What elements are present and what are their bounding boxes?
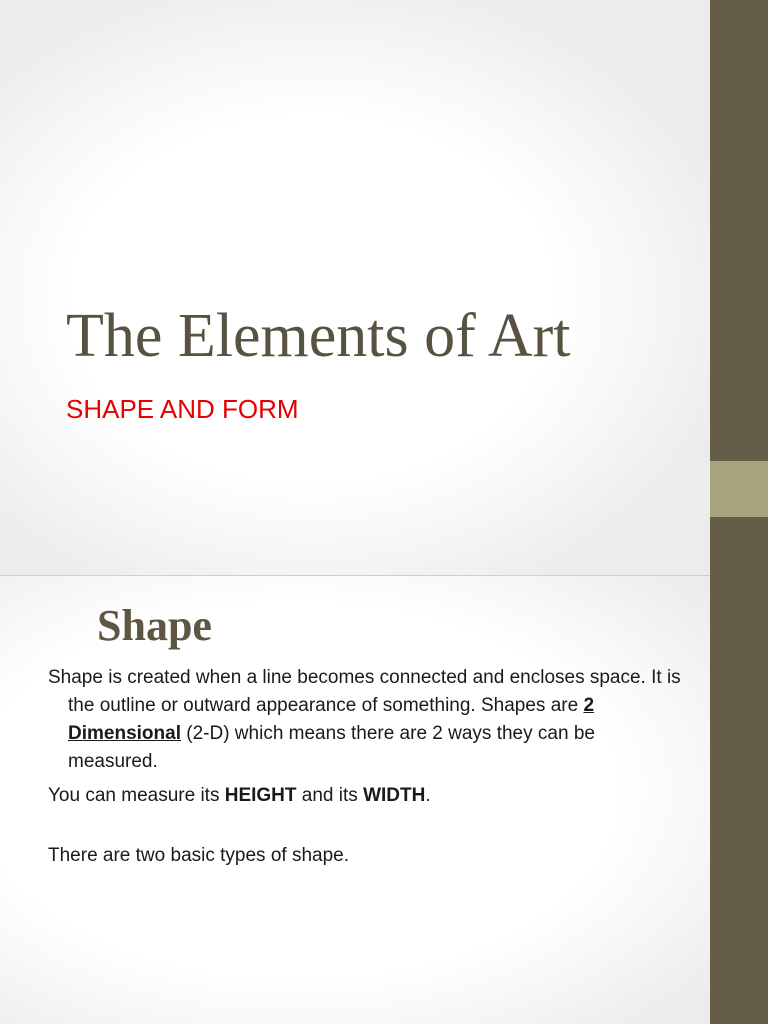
bold-term-height: HEIGHT bbox=[224, 785, 297, 806]
content-slide bbox=[0, 576, 710, 1024]
slide-body bbox=[48, 664, 688, 870]
paragraph-text: Shape is created when a line becomes connected and encloses space. It is the outline or outward appearance of something. Shapes are bbox=[48, 667, 681, 716]
slide-heading: Shape bbox=[97, 601, 212, 650]
emphasis-term: 2 Dimensional bbox=[68, 695, 595, 744]
bold-term-width: WIDTH bbox=[363, 785, 426, 806]
slide-title: The Elements of Art bbox=[66, 302, 571, 370]
paragraph-text: (2-D) which means there are 2 ways they can be measured. bbox=[68, 723, 595, 772]
paragraph-text: . bbox=[425, 785, 431, 806]
paragraph-text: You can measure its bbox=[48, 785, 225, 806]
paragraph-definition bbox=[48, 664, 688, 776]
paragraph-text: and its bbox=[296, 785, 364, 806]
paragraph-measure bbox=[48, 782, 688, 810]
side-bar-accent bbox=[710, 461, 768, 517]
slide-subtitle: SHAPE AND FORM bbox=[66, 394, 299, 424]
paragraph-types: There are two basic types of shape. bbox=[48, 845, 349, 866]
